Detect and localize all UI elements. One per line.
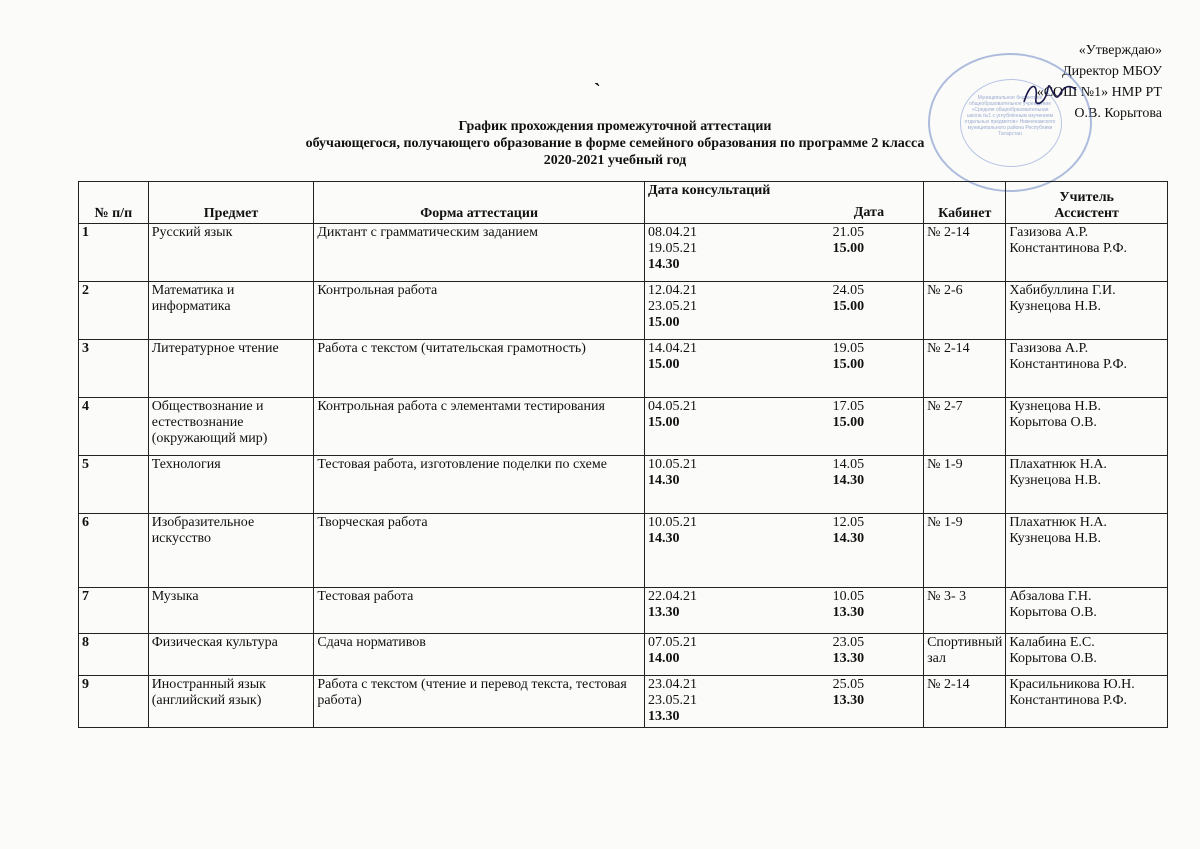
table-row	[79, 634, 1168, 676]
form-cell: Контрольная работа	[314, 282, 645, 340]
teacher-cell	[1006, 634, 1168, 676]
assistant-name: Корытова О.В.	[1009, 651, 1097, 666]
teacher-name: Абзалова Г.Н.	[1009, 589, 1092, 604]
consult-date-2: 19.05.21	[647, 241, 697, 256]
consult-time: 14.30	[647, 257, 680, 272]
exam-date: 17.05	[832, 399, 865, 414]
header-dates	[644, 182, 923, 224]
table-row	[79, 588, 1168, 634]
exam-date: 21.05	[832, 225, 865, 240]
stray-mark: `	[594, 80, 601, 102]
exam-date: 25.05	[832, 677, 865, 692]
exam-date: 23.05	[832, 635, 865, 650]
assistant-name: Кузнецова Н.В.	[1009, 299, 1101, 314]
row-number: 5	[79, 456, 149, 514]
subject-cell: Обществознание и естествознание (окружающий мир)	[148, 398, 314, 456]
consult-date-2: 14.30	[647, 531, 680, 546]
header-dates-top: Дата консультаций	[647, 183, 771, 198]
room-cell: № 2-6	[924, 282, 1006, 340]
exam-time: 14.30	[832, 473, 865, 488]
room-cell: № 2-7	[924, 398, 1006, 456]
assistant-name: Кузнецова Н.В.	[1009, 473, 1101, 488]
consult-date: 07.05.21	[647, 635, 697, 650]
row-number: 6	[79, 514, 149, 588]
room-cell: № 1-9	[924, 514, 1006, 588]
table-row	[79, 224, 1168, 282]
assistant-name: Корытова О.В.	[1009, 605, 1097, 620]
consult-date-2: 15.00	[647, 415, 680, 430]
header-dates-bottom: Дата	[853, 205, 885, 220]
form-cell: Сдача нормативов	[314, 634, 645, 676]
approval-line-4: О.В. Корытова	[1074, 106, 1162, 121]
consult-date: 22.04.21	[647, 589, 697, 604]
exam-date: 19.05	[832, 341, 865, 356]
table-row	[79, 456, 1168, 514]
consult-date-2: 23.05.21	[647, 693, 697, 708]
form-cell: Работа с текстом (читательская грамотность)	[314, 340, 645, 398]
signature	[1020, 74, 1080, 120]
subject-cell: Иностранный язык (английский язык)	[148, 676, 314, 728]
row-number: 7	[79, 588, 149, 634]
teacher-name: Газизова А.Р.	[1009, 341, 1089, 356]
header-row	[79, 182, 1168, 224]
header-form: Форма аттестации	[314, 182, 645, 224]
dates-cell	[644, 514, 923, 588]
teacher-cell	[1006, 456, 1168, 514]
form-cell: Диктант с грамматическим заданием	[314, 224, 645, 282]
row-number: 4	[79, 398, 149, 456]
attestation-schedule-table	[78, 181, 1168, 728]
form-cell: Контрольная работа с элементами тестирования	[314, 398, 645, 456]
table-row	[79, 514, 1168, 588]
header-teacher	[1006, 182, 1168, 224]
consult-date-2: 14.30	[647, 473, 680, 488]
room-cell: Спортивный зал	[924, 634, 1006, 676]
title-line-1: График прохождения промежуточной аттестации	[458, 119, 772, 134]
consult-date-2: 14.00	[647, 651, 680, 666]
title-line-3: 2020-2021 учебный год	[543, 153, 687, 168]
row-number: 3	[79, 340, 149, 398]
teacher-cell	[1006, 398, 1168, 456]
form-cell: Работа с текстом (чтение и перевод текста, тестовая работа)	[314, 676, 645, 728]
room-cell: № 1-9	[924, 456, 1006, 514]
header-teacher-bottom: Ассистент	[1054, 206, 1119, 221]
signature-scribble	[1020, 74, 1080, 114]
teacher-name: Красильникова Ю.Н.	[1009, 677, 1135, 692]
teacher-cell	[1006, 282, 1168, 340]
row-number: 8	[79, 634, 149, 676]
consult-date-2: 13.30	[647, 605, 680, 620]
row-number: 2	[79, 282, 149, 340]
row-number: 9	[79, 676, 149, 728]
consult-date-2: 15.00	[647, 357, 680, 372]
exam-time: 15.00	[832, 299, 865, 314]
teacher-name: Кузнецова Н.В.	[1009, 399, 1101, 414]
form-cell: Творческая работа	[314, 514, 645, 588]
room-cell: № 2-14	[924, 676, 1006, 728]
consult-time: 13.30	[647, 709, 680, 724]
dates-cell	[644, 634, 923, 676]
dates-cell	[644, 398, 923, 456]
table-row	[79, 398, 1168, 456]
dates-cell	[644, 224, 923, 282]
subject-cell: Музыка	[148, 588, 314, 634]
room-cell: № 2-14	[924, 224, 1006, 282]
exam-time: 13.30	[832, 651, 865, 666]
header-room: Кабинет	[924, 182, 1006, 224]
exam-time: 14.30	[832, 531, 865, 546]
teacher-name: Плахатнюк Н.А.	[1009, 515, 1107, 530]
table-row	[79, 676, 1168, 728]
exam-time: 13.30	[832, 693, 865, 708]
header-teacher-top: Учитель	[1059, 190, 1114, 205]
assistant-name: Константинова Р.Ф.	[1009, 693, 1128, 708]
teacher-cell	[1006, 340, 1168, 398]
exam-date: 10.05	[832, 589, 865, 604]
consult-time: 15.00	[647, 315, 680, 330]
header-subject: Предмет	[148, 182, 314, 224]
table-row	[79, 282, 1168, 340]
stamp-text: Муниципальное бюджетное общеобразовательное учреждение «Средняя общеобразовательная школа №1 с углублённым изучением отдельных предметов» Нижнекамского муниципального района Республики Татарстан	[964, 95, 1056, 137]
subject-cell: Русский язык	[148, 224, 314, 282]
teacher-cell	[1006, 588, 1168, 634]
consult-date: 23.04.21	[647, 677, 697, 692]
teacher-cell	[1006, 224, 1168, 282]
teacher-cell	[1006, 676, 1168, 728]
subject-cell: Математика и информатика	[148, 282, 314, 340]
document-title	[150, 118, 1080, 169]
table-row	[79, 340, 1168, 398]
room-cell: № 2-14	[924, 340, 1006, 398]
dates-cell	[644, 282, 923, 340]
exam-date: 24.05	[832, 283, 865, 298]
approval-line-1: «Утверждаю»	[1078, 43, 1162, 58]
row-number: 1	[79, 224, 149, 282]
exam-time: 15.00	[832, 357, 865, 372]
exam-time: 13.30	[832, 605, 865, 620]
assistant-name: Константинова Р.Ф.	[1009, 357, 1128, 372]
consult-date: 12.04.21	[647, 283, 697, 298]
exam-date: 14.05	[832, 457, 865, 472]
subject-cell: Физическая культура	[148, 634, 314, 676]
consult-date: 14.04.21	[647, 341, 697, 356]
assistant-name: Константинова Р.Ф.	[1009, 241, 1128, 256]
exam-time: 15.00	[832, 415, 865, 430]
form-cell: Тестовая работа, изготовление поделки по схеме	[314, 456, 645, 514]
consult-date: 10.05.21	[647, 515, 697, 530]
room-cell: № 3- 3	[924, 588, 1006, 634]
dates-cell	[644, 588, 923, 634]
dates-cell	[644, 340, 923, 398]
approval-line-2: Директор МБОУ	[1062, 64, 1162, 79]
header-num: № п/п	[79, 182, 149, 224]
subject-cell: Литературное чтение	[148, 340, 314, 398]
consult-date: 08.04.21	[647, 225, 697, 240]
consult-date: 04.05.21	[647, 399, 697, 414]
dates-cell	[644, 676, 923, 728]
assistant-name: Корытова О.В.	[1009, 415, 1097, 430]
consult-date: 10.05.21	[647, 457, 697, 472]
teacher-name: Калабина Е.С.	[1009, 635, 1095, 650]
title-line-2: обучающегося, получающего образование в форме семейного образования по программе 2 класса	[305, 136, 925, 151]
subject-cell: Изобразительное искусство	[148, 514, 314, 588]
teacher-name: Газизова А.Р.	[1009, 225, 1089, 240]
assistant-name: Кузнецова Н.В.	[1009, 531, 1101, 546]
subject-cell: Технология	[148, 456, 314, 514]
teacher-name: Плахатнюк Н.А.	[1009, 457, 1107, 472]
exam-time: 15.00	[832, 241, 865, 256]
exam-date: 12.05	[832, 515, 865, 530]
consult-date-2: 23.05.21	[647, 299, 697, 314]
teacher-name: Хабибуллина Г.И.	[1009, 283, 1116, 298]
dates-cell	[644, 456, 923, 514]
teacher-cell	[1006, 514, 1168, 588]
form-cell: Тестовая работа	[314, 588, 645, 634]
approval-line-3: «СОШ №1» НМР РТ	[1036, 85, 1162, 100]
